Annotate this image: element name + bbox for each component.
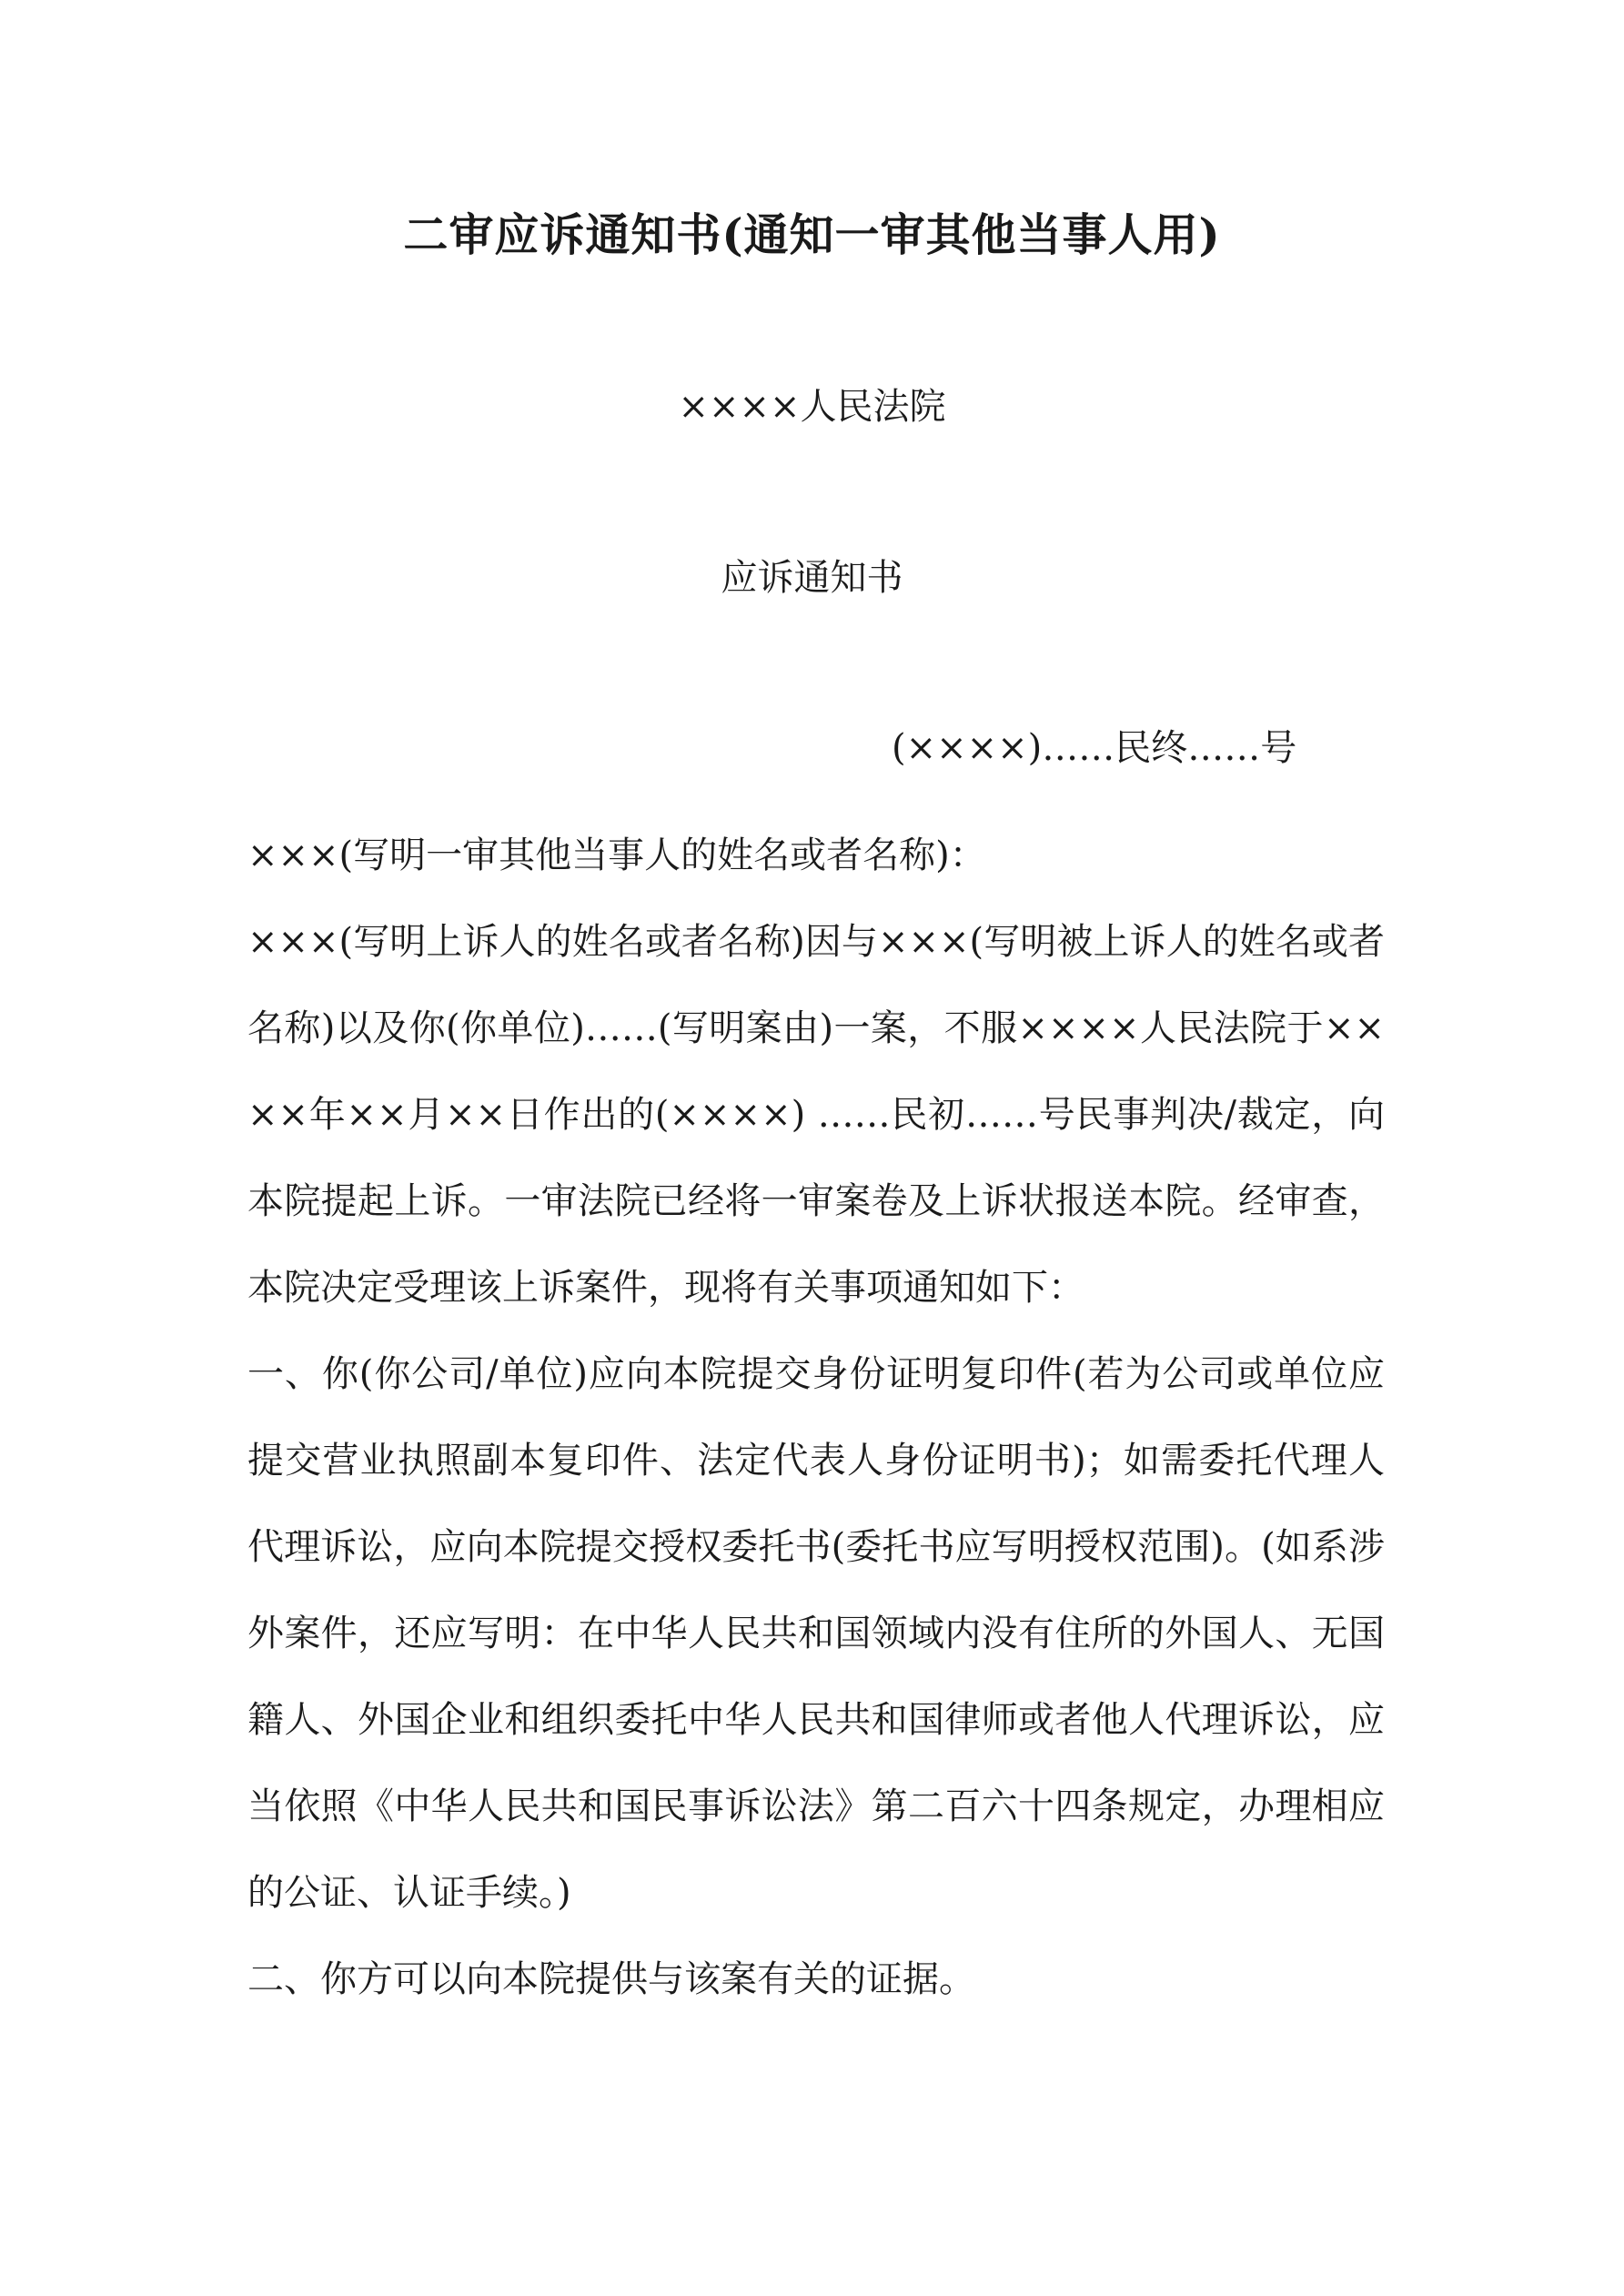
body-paragraph-1: ×××(写明上诉人的姓名或者名称)因与×××(写明被上诉人的姓名或者名称)以及你(你单位)……(写明案由)一案，不服××××人民法院于××××年××月××日作出的(××××) ……民初……号民事判决/裁定，向本院提起上诉。一审法院已经将一审案卷及上诉状报送本院。经审查，本院决定受理该上诉案件，现将有关事项通知如下：: [247, 921, 1385, 1309]
addressee-line: ×××(写明一审其他当事人的姓名或者名称)：: [247, 834, 986, 876]
document-body: [247, 813, 1385, 2023]
court-name: ××××人民法院: [678, 386, 946, 428]
body-paragraph-2: 一、你(你公司/单位)应向本院提交身份证明复印件(若为公司或单位应提交营业执照副本复印件、法定代表人身份证明书)；如需委托代理人代理诉讼，应向本院提交授权委托书(委托书应写明授权范围)。(如系涉外案件，还应写明：在中华人民共和国领域内没有住所的外国人、无国籍人、外国企业和组织委托中华人民共和国律师或者他人代理诉讼，应当依照《中华人民共和国民事诉讼法》第二百六十四条规定，办理相应的公证、认证手续。): [247, 1353, 1385, 1914]
document-title: 二审应诉通知书(通知一审其他当事人用): [403, 208, 1221, 261]
body-paragraph-3: 二、你方可以向本院提供与该案有关的证据。: [247, 1958, 975, 2000]
case-number: (××××)……民终……号: [892, 727, 1297, 769]
notice-title: 应诉通知书: [721, 557, 903, 599]
